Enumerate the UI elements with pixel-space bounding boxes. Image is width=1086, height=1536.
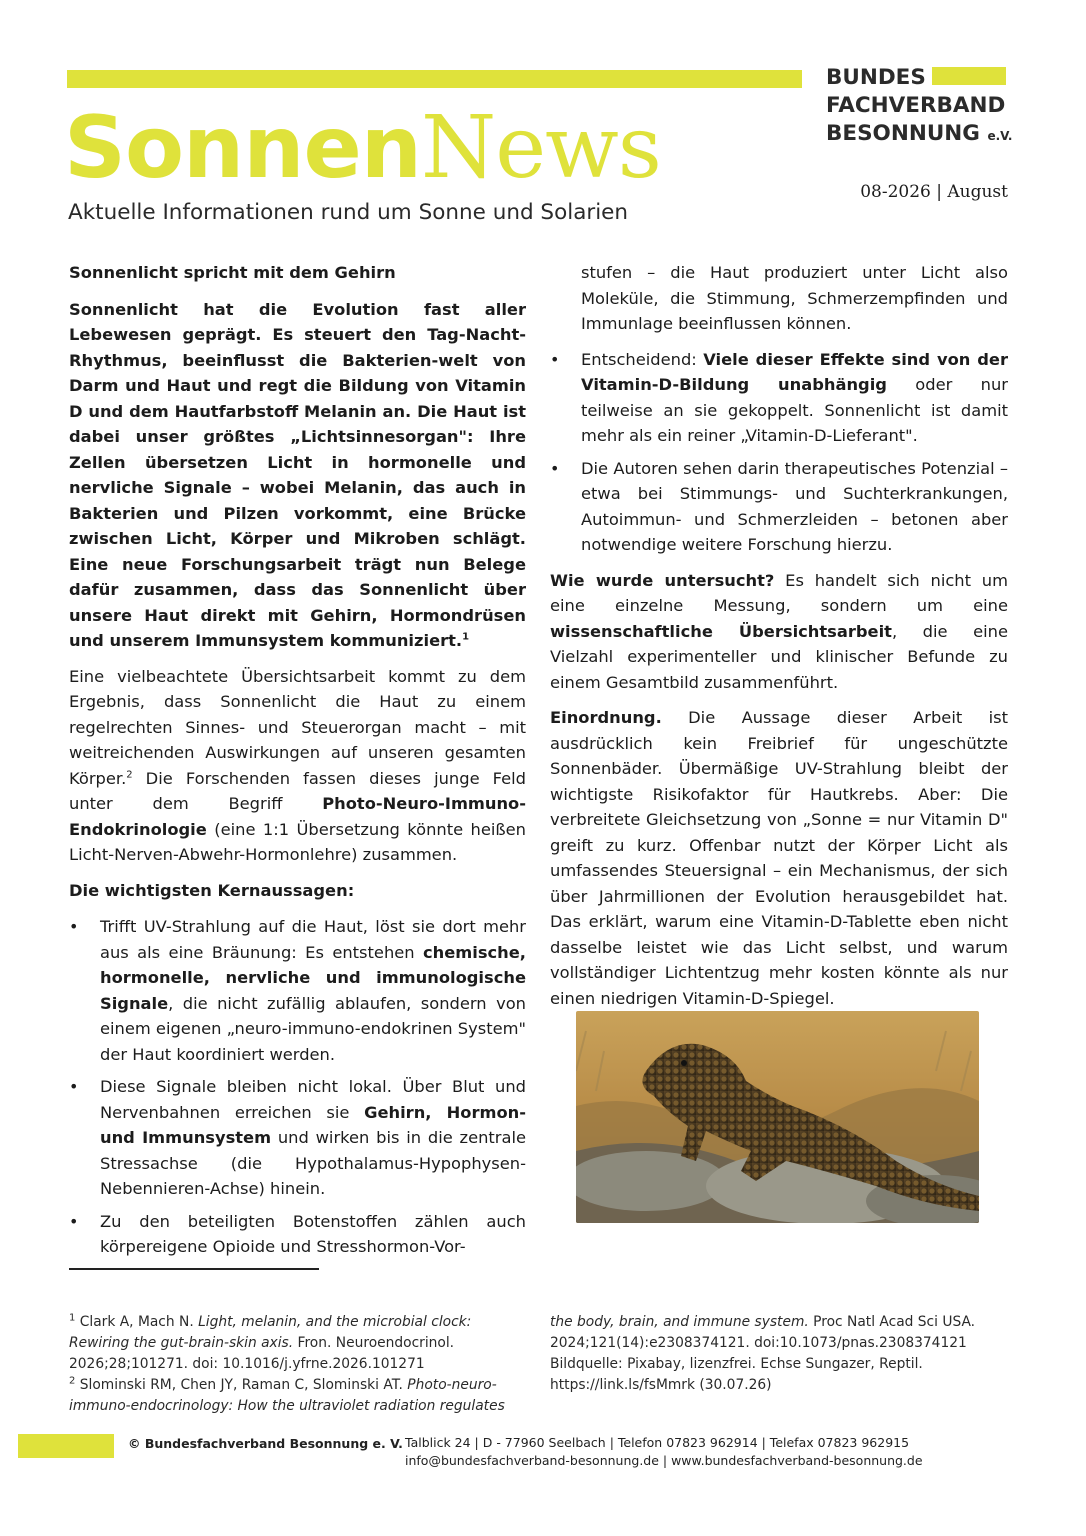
logo-accent-bar [932, 67, 1006, 85]
footer-copyright: © Bundesfachverband Besonnung e. V. [128, 1436, 403, 1451]
article-column-left [69, 260, 526, 1270]
findings-heading: Die wichtigsten Kernaussagen: [69, 880, 355, 900]
list-item-continuation: stufen – die Haut produziert unter Licht also Moleküle, die Stimmung, Schmerzempfinden und Immunlage beeinflussen können. [581, 263, 1008, 333]
lizard-photo [576, 1011, 979, 1223]
footnote-ref: 2 [126, 769, 133, 781]
masthead-title: SonnenNews [64, 98, 661, 198]
intro-paragraph: Eine vielbeachtete Übersichtsarbeit kommt zu dem Ergebnis, dass Sonnenlicht die Haut zu einem regelrechten Sinnes- und Steuerorgan macht – mit weitreichenden Auswirkungen auf unseren gesamten Körper.$^2$ Die Forschenden fassen dieses junge Feld unter dem Begriff Photo-Neuro-Immuno-Endokrinologie (eine 1:1 Übersetzung könnte heißen Licht-Nerven-Abwehr-Hormonlehre) zusammen. [69, 666, 526, 864]
footnotes-left [69, 1312, 524, 1417]
findings-list-cont [550, 347, 1008, 558]
list-item: • Zu den beteiligten Botenstoffen zählen auch körpereigene Opioide und Stresshormon-Vor- [69, 1209, 526, 1260]
context-paragraph: Einordnung. Die Aussage dieser Arbeit ist ausdrücklich kein Freibrief für ungeschützte Sonnenbäder. Übermäßige UV-Strahlung bleibt der wichtigste Risikofaktor für Hautkrebs. Aber: Die verbreitete Gleichsetzung von „Sonne = nur Vitamin D" greift zu kurz. Offenbar nutzt der Körper Licht als umfassendes Steuersignal – ein Mechanismus, der sich über Jahrmillionen der Evolution herausgebildet hat. Das erklärt, warum eine Vitamin-D-Tablette eben nicht dasselbe leistet wie das Licht selbst, und warum vollständiger Lichtentzug mehr kosten könnte als nur einen niedrigen Vitamin-D-Spiegel. [550, 708, 1008, 1008]
lead-paragraph: Sonnenlicht hat die Evolution fast aller Lebewesen geprägt. Es steuert den Tag-Nacht-Rhythmus, beeinflusst die Bakterien-welt von Darm und Haut und regt die Bildung von Vitamin D und dem Hautfarbstoff Melanin an. Die Haut ist dabei unser größtes „Lichtsinnesorgan": Ihre Zellen übersetzen Licht in hormonelle und nervliche Signale – wobei Melanin, das auch in Bakterien und Pilzen vorkommt, eine Brücke zwischen Licht, Körper und Mikroben schlägt. Eine neue Forschungsarbeit trägt nun Belege dafür zusammen, dass das Sonnenlicht über unsere Haut direkt mit Gehirn, Hormondrüsen und unserem Immunsystem kommuniziert.$^1$ [69, 299, 526, 650]
list-item: • Die Autoren sehen darin therapeutisches Potenzial – etwa bei Stimmungs- und Suchterkrankungen, Autoimmun- und Schmerzleiden – betonen aber notwendige weitere Forschung hierzu. [550, 456, 1008, 558]
footnotes-right [550, 1312, 1005, 1396]
method-paragraph: Wie wurde untersucht? Es handelt sich nicht um eine einzelne Messung, sondern um eine wissenschaftliche Übersichtsarbeit, die eine Vielzahl experimenteller und klinischer Befunde zu einem Gesamtbild zusammenführt. [550, 570, 1008, 692]
issue-number: 08-2026 | August [860, 182, 1008, 202]
list-item: • Entscheidend: Viele dieser Effekte sind von der Vitamin-D-Bildung unabhängig oder nur teilweise an sie gekoppelt. Sonnenlicht ist damit mehr als ein reiner „Vitamin-D-Lieferant". [550, 347, 1008, 449]
organization-logo: BUNDES FACHVERBAND BESONNUNG e.V. [826, 65, 1013, 146]
footnote-1: $^1$ Clark A, Mach N. Light, melanin, and the microbial clock: Rewiring the gut-brain-skin axis. Fron. Neuroendocrinol. 2026;28;101271. doi: 10.1016/j.yfrne.2026.101271 [69, 1312, 472, 1372]
masthead-subtitle: Aktuelle Informationen rund um Sonne und Solarien [68, 200, 629, 225]
footnote-divider [69, 1268, 319, 1270]
footer-accent-bar [18, 1434, 114, 1458]
footnote-ref: 1 [462, 631, 470, 643]
footer-contact: Talblick 24 | D - 77960 Seelbach | Telefon 07823 962914 | Telefax 07823 962915 info@bundesfachverband-besonnung.de | www.bundesfachverband-besonnung.de [405, 1435, 923, 1468]
list-item: • Diese Signale bleiben nicht lokal. Über Blut und Nervenbahnen erreichen sie Gehirn, Hormon- und Immunsystem und wirken bis in die zentrale Stressachse (die Hypothalamus-Hypophysen-Nebennieren-Achse) hinein. [69, 1074, 526, 1202]
masthead-accent-bar [67, 70, 802, 88]
footnote-2-cont: the body, brain, and immune system. Proc Natl Acad Sci USA. 2024;121(14):e2308374121. doi:10.1073/pnas.2308374121 [550, 1314, 976, 1351]
article-title: Sonnenlicht spricht mit dem Gehirn [69, 263, 396, 282]
list-item: • Trifft UV-Strahlung auf die Haut, löst sie dort mehr aus als eine Bräunung: Es entstehen chemische, hormonelle, nervliche und immunologische Signale, die nicht zufällig ablaufen, sondern von einem eigenen „neuro-immuno-endokrinen System" der Haut koordiniert werden. [69, 914, 526, 1067]
article-column-right [550, 260, 1008, 1021]
findings-list [69, 914, 526, 1260]
image-source: Bildquelle: Pixabay, lizenzfrei. Echse Sungazer, Reptil. https://link.ls/fsMmrk (30.07.26) [550, 1356, 923, 1393]
footnote-2: $^2$ Slominski RM, Chen JY, Raman C, Slominski AT. Photo-neuro-immuno-endocrinology: How the ultraviolet radiation regulates [69, 1375, 505, 1414]
